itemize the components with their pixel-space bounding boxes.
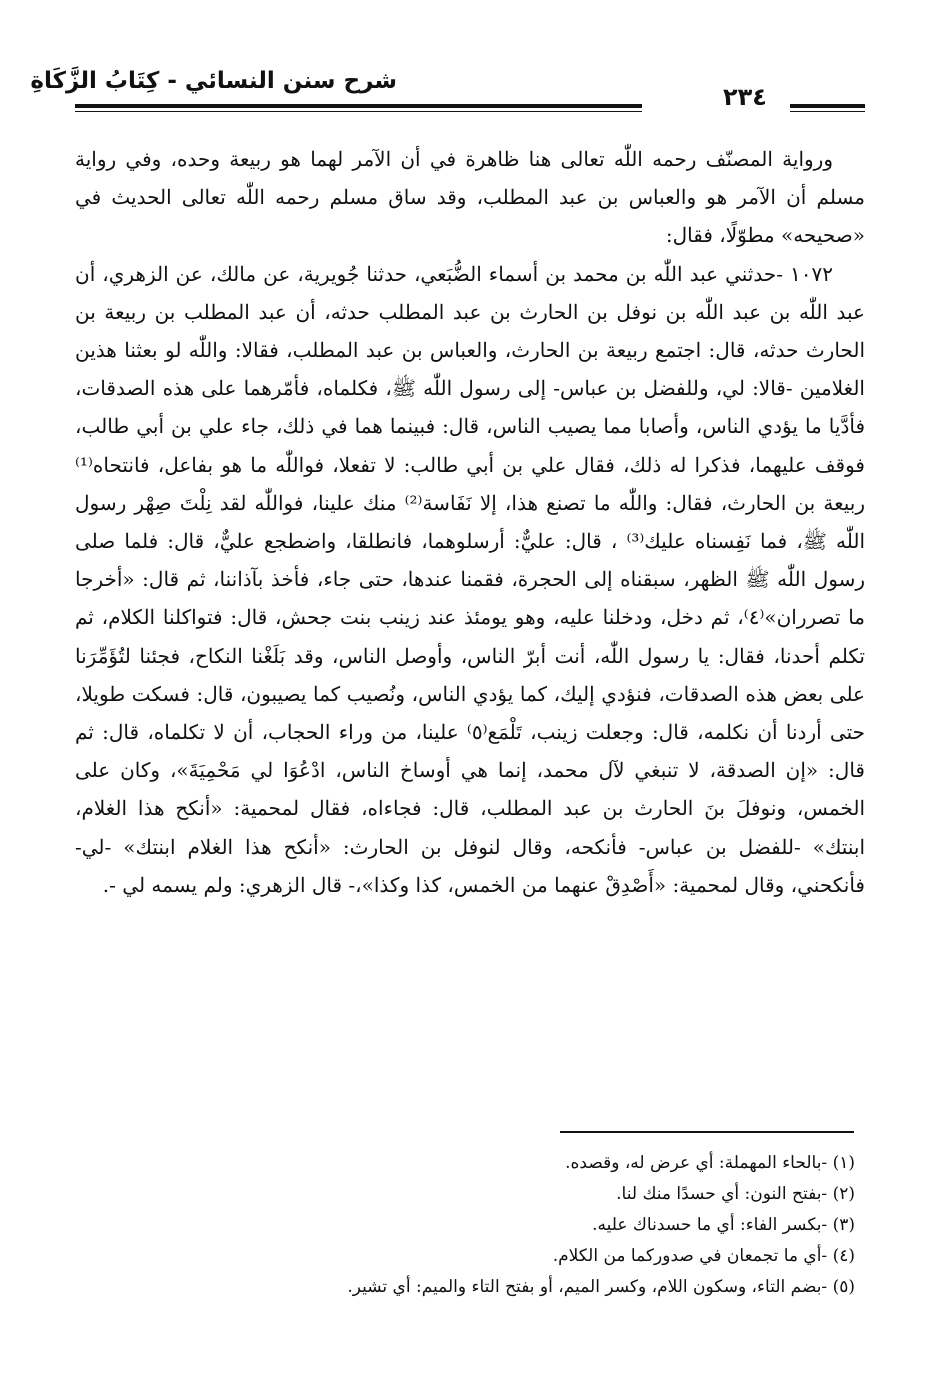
footnote-5: (٥) -بضم التاء، وسكون اللام، وكسر الميم، أو بفتح التاء والميم: أي تشير.: [347, 1277, 855, 1297]
footnote-1: (١) -بالحاء المهملة: أي عرض له، وقصده.: [565, 1153, 855, 1173]
footnote-3: (٣) -بكسر الفاء: أي ما حسدناك عليه.: [592, 1215, 855, 1235]
main-text: [75, 140, 865, 904]
header-rule-right-thin: [790, 111, 865, 112]
footnote-separator: [560, 1131, 854, 1133]
header-rule-right-thick: [790, 104, 865, 108]
footnote-2: (٢) -بفتح النون: أي حسدًا منك لنا.: [616, 1184, 855, 1204]
page-number: ٢٣٤: [723, 83, 767, 111]
header-rule-thin: [75, 111, 642, 112]
footnote-4: (٤) -أي ما تجمعان في صدوركما من الكلام.: [552, 1246, 855, 1266]
footnotes-list: [75, 1148, 865, 1303]
intro-paragraph: ورواية المصنّف رحمه اللّٰه تعالى هنا ظاهرة في أن الآمر لهما هو ربيعة وحده، وفي رواية مسلم أن الآمر هو والعباس بن عبد المطلب، وقد ساق مسلم رحمه اللّٰه تعالى الحديث في «صحيحه» مطوّلًا، فقال:: [75, 147, 865, 248]
running-title: شرح سنن النسائي - كِتَابُ الزَّكَاةِ: [30, 68, 397, 94]
header-rule-thick: [75, 104, 642, 108]
hadith-paragraph: ١٠٧٢ -حدثني عبد اللّٰه بن محمد بن أسماء الضُّبَعي، حدثنا جُويرية، عن مالك، عن الزهري، أن عبد اللّٰه بن عبد اللّٰه بن نوفل بن الحارث بن عبد المطلب حدثه، أن عبد المطلب بن ربيعة بن الحارث حدثه، قال: اجتمع ربيعة بن الحارث، والعباس بن عبد المطلب، فقالا: واللّٰه لو بعثنا هذين الغلامين -قالا: لي، وللفضل بن عباس- إلى رسول اللّٰه ﷺ، فكلماه، فأمّرهما على هذه الصدقات، فأدَّيا ما يؤدي الناس، وأصابا مما يصيب الناس، قال: فبينما هما في ذلك، جاء علي بن أبي طالب، فوقف عليهما، فذكرا له ذلك، فقال علي بن أبي طالب: لا تفعلا، فواللّٰه ما هو بفاعل، فانتحاه⁽¹⁾ ربيعة بن الحارث، فقال: واللّٰه ما تصنع هذا، إلا نَفَاسة⁽²⁾ منك علينا، فواللّٰه لقد نِلْتَ صِهْر رسول اللّٰه ﷺ، فما نَفِسناه عليك⁽³⁾ ، قال: عليٌّ: أرسلوهما، فانطلقا، واضطجع عليٌّ، قال: فلما صلى رسول اللّٰه ﷺ الظهر، سبقناه إلى الحجرة، فقمنا عندها، حتى جاء، فأخذ بآذاننا، ثم قال: «أخرجا ما تصرران»⁽٤⁾، ثم دخل، ودخلنا عليه، وهو يومئذ عند زينب بنت جحش، قال: فتواكلنا الكلام، ثم تكلم أحدنا، فقال: يا رسول اللّٰه، أنت أبرّ الناس، وأوصل الناس، وقد بَلَغْنا النكاح، فجئنا لتُؤَمِّرَنا على بعض هذه الصدقات، فنؤدي إليك، كما يؤدي الناس، ونُصيب كما يصيبون، قال: فسكت طويلا، حتى أردنا أن نكلمه، قال: وجعلت زينب، تَلْمَع⁽٥⁾ علينا، من وراء الحجاب، أن لا تكلماه، قال: ثم قال: «إن الصدقة، لا تنبغي لآل محمد، إنما هي أوساخ الناس، ادْعُوَا لي مَحْمِيَةَ»، وكان على الخمس، ونوفلَ بنَ الحارث بن عبد المطلب، قال: فجاءاه، فقال لمحمية: «أنكح هذا الغلام، ابنتك» -للفضل بن عباس- فأنكحه، وقال لنوفل بن الحارث: «أنكح هذا الغلام ابنتك» -لي- فأنكحني، وقال لمحمية: «أَصْدِقْ عنهما من الخمس، كذا وكذا»،- قال الزهري: ولم يسمه لي -.: [75, 261, 865, 897]
